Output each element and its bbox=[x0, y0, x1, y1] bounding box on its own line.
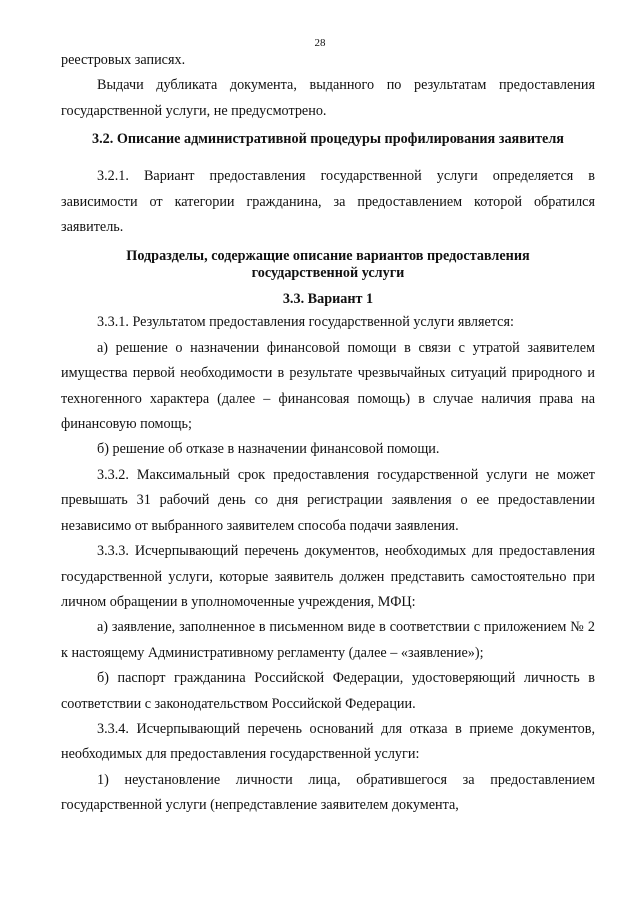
page-content bbox=[61, 48, 595, 819]
paragraph: реестровых записях. bbox=[61, 52, 186, 68]
list-item: б) решение об отказе в назначении финансовой помощи. bbox=[97, 441, 440, 458]
section-heading-3-3: 3.3. Вариант 1 bbox=[282, 291, 374, 308]
list-item: б) паспорт гражданина Российской Федерации, удостоверяющий личность в соответствии с законодательством Российской Федерации. bbox=[61, 670, 595, 712]
paragraph: Выдачи дубликата документа, выданного по результатам предоставления государственной услуги, не предусмотрено. bbox=[61, 77, 595, 119]
paragraph: 3.3.2. Максимальный срок предоставления государственной услуги не может превышать 31 рабочий день со дня регистрации заявления о ее предоставлении независимо от выбранного заявителем способа подачи заявления. bbox=[61, 466, 595, 534]
paragraph: 3.3.4. Исчерпывающий перечень оснований для отказа в приеме документов, необходимых для предоставления государственной услуги: bbox=[61, 720, 595, 763]
subsection-heading: Подразделы, содержащие описание вариантов предоставления государственной услуги bbox=[126, 248, 530, 282]
list-item: 1) неустановление личности лица, обратившегося за предоставлением государственной услуги (непредставление заявителем документа, bbox=[61, 771, 595, 814]
list-item: а) решение о назначении финансовой помощи в связи с утратой заявителем имущества первой необходимости в результате чрезвычайных ситуаций природного и техногенного характера (далее – финансовая помощь) в случае наличия права на финансовую помощь; bbox=[61, 339, 595, 433]
list-item: а) заявление, заполненное в письменном виде в соответствии с приложением № 2 к настоящему Административному регламенту (далее – «заявление»); bbox=[61, 619, 595, 661]
section-heading-3-2: 3.2. Описание административной процедуры профилирования заявителя bbox=[92, 131, 564, 148]
page-number: 28 bbox=[314, 37, 326, 49]
paragraph: 3.2.1. Вариант предоставления государственной услуги определяется в зависимости от категории гражданина, за предоставлением которой обратился заявитель. bbox=[61, 168, 595, 236]
paragraph: 3.3.1. Результатом предоставления государственной услуги является: bbox=[97, 314, 514, 331]
paragraph: 3.3.3. Исчерпывающий перечень документов, необходимых для предоставления государственной услуги, которые заявитель должен представить самостоятельно при личном обращении в уполномоченные учреждения, МФЦ: bbox=[61, 543, 595, 610]
